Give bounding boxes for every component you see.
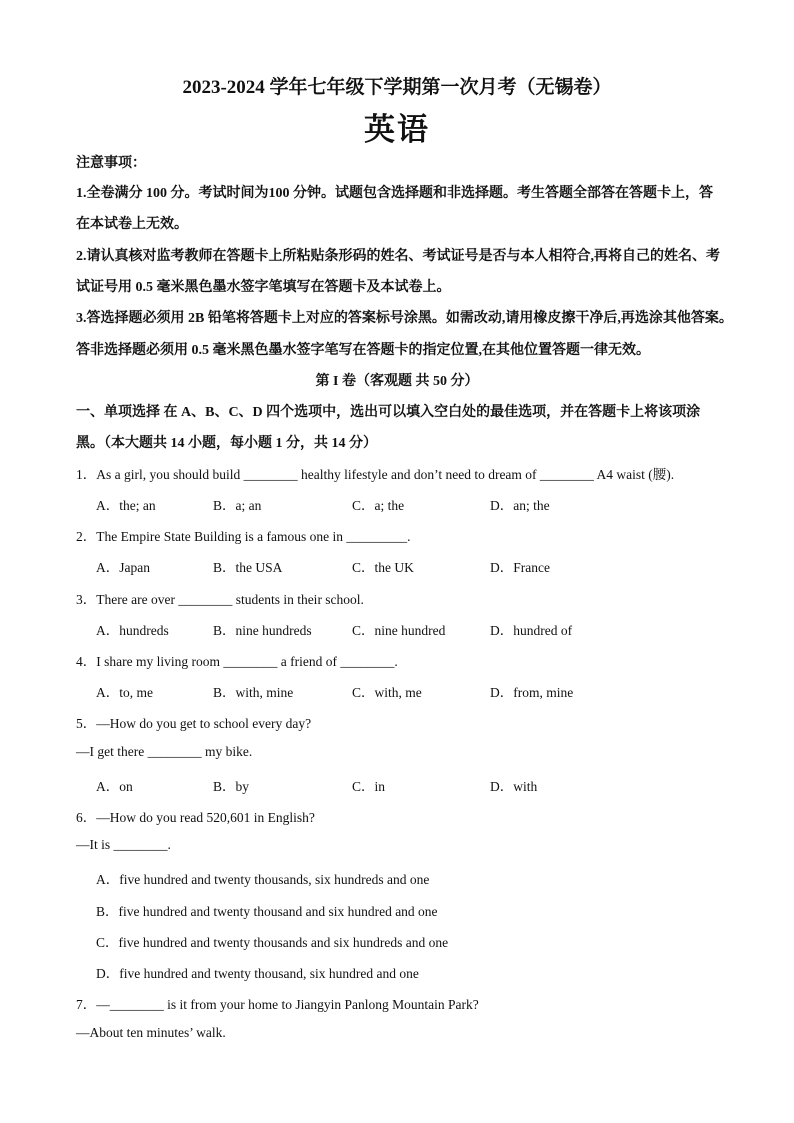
part-heading: 第 I 卷（客观题 共 50 分） xyxy=(315,374,479,389)
notice-line: 在本试卷上无效。 xyxy=(76,217,188,232)
option-a: A．five hundred and twenty thousands, six hundreds and one xyxy=(96,872,430,887)
option-c: C．the UK xyxy=(352,560,414,575)
question-answer-line: —About ten minutes’ walk. xyxy=(76,1025,226,1040)
option-c: C．in xyxy=(352,779,386,794)
notice-heading: 注意事项： xyxy=(76,156,146,171)
question-stem: 1．As a girl, you should build ________ healthy lifestyle and don’t need to dream of ________ A4 waist (腰). xyxy=(76,467,675,482)
option-a: A．hundreds xyxy=(96,623,169,638)
question-options xyxy=(96,556,736,576)
question-stem: 7．—________ is it from your home to Jiangyin Panlong Mountain Park? xyxy=(76,997,479,1012)
option-c: C．nine hundred xyxy=(352,623,446,638)
question-options xyxy=(96,681,736,701)
subject-title: 英语 xyxy=(364,112,430,147)
option-d: D．with xyxy=(490,779,538,794)
notice-line: 3.答选择题必须用 2B 铅笔将答题卡上对应的答案标号涂黑。如需改动,请用橡皮擦干净后,再选涂其他答案。 xyxy=(76,311,733,326)
option-b: B．the USA xyxy=(213,560,283,575)
notice-line: 试证号用 0.5 毫米黑色墨水签字笔填写在答题卡及本试卷上。 xyxy=(76,280,451,295)
question-stem: 2．The Empire State Building is a famous one in _________. xyxy=(76,529,411,544)
option-b: B．with, mine xyxy=(213,685,294,700)
option-c: C．five hundred and twenty thousands and six hundreds and one xyxy=(96,935,449,950)
question-options xyxy=(96,619,736,639)
question-stem: 5．—How do you get to school every day? xyxy=(76,716,312,731)
option-d: D．from, mine xyxy=(490,685,574,700)
option-b: B．by xyxy=(213,779,250,794)
exam-title: 2023-2024 学年七年级下学期第一次月考（无锡卷） xyxy=(182,77,612,98)
option-a: A．the; an xyxy=(96,498,156,513)
question-answer-line: —I get there ________ my bike. xyxy=(76,744,253,759)
option-c: C．a; the xyxy=(352,498,405,513)
option-d: D．France xyxy=(490,560,550,575)
notice-line: 答非选择题必须用 0.5 毫米黑色墨水签字笔写在答题卡的指定位置,在其他位置答题一律无效。 xyxy=(76,343,650,358)
option-c: C．with, me xyxy=(352,685,422,700)
option-b: B．five hundred and twenty thousand and six hundred and one xyxy=(96,904,438,919)
section-instructions: 黑。（本大题共 14 小题，每小题 1 分，共 14 分） xyxy=(76,436,377,451)
option-b: B．nine hundreds xyxy=(213,623,312,638)
question-stem: 6．—How do you read 520,601 in English? xyxy=(76,810,315,825)
question-answer-line: —It is ________. xyxy=(76,837,171,852)
option-d: D．an; the xyxy=(490,498,550,513)
option-b: B．a; an xyxy=(213,498,262,513)
notice-line: 2.请认真核对监考教师在答题卡上所粘贴条形码的姓名、考试证号是否与本人相符合,再将自己的姓名、考 xyxy=(76,249,720,264)
option-d: D．five hundred and twenty thousand, six hundred and one xyxy=(96,966,419,981)
question-stem: 3．There are over ________ students in their school. xyxy=(76,592,364,607)
section-instructions: 一、单项选择 在 A、B、C、D 四个选项中，选出可以填入空白处的最佳选项，并在答题卡上将该项涂 xyxy=(76,405,701,420)
question-options xyxy=(96,775,736,795)
option-d: D．hundred of xyxy=(490,623,573,638)
question-stem: 4．I share my living room ________ a friend of ________. xyxy=(76,654,398,669)
question-options xyxy=(96,494,736,514)
notice-line: 1.全卷满分 100 分。考试时间为100 分钟。试题包含选择题和非选择题。考生答题全部答在答题卡上，答 xyxy=(76,186,713,201)
option-a: A．on xyxy=(96,779,133,794)
option-a: A．Japan xyxy=(96,560,150,575)
option-a: A．to, me xyxy=(96,685,153,700)
